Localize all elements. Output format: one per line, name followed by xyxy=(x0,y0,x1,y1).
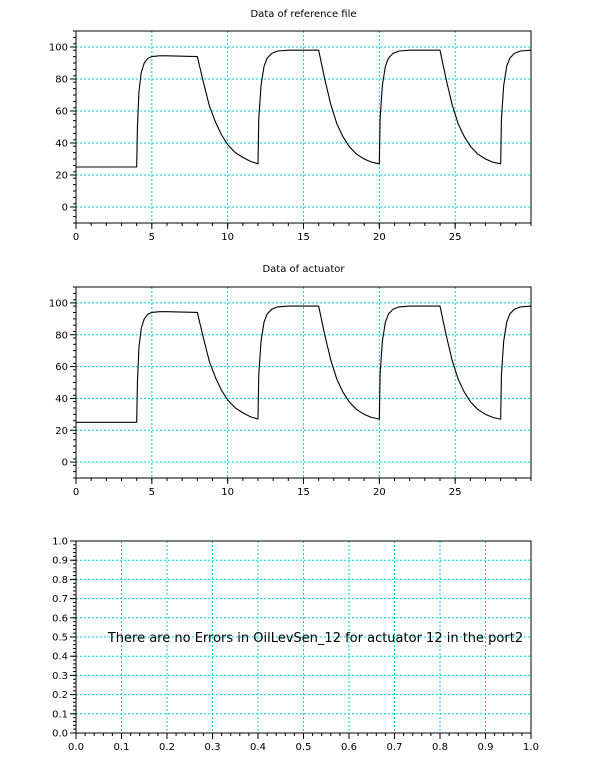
y-tick-label: 40 xyxy=(55,138,68,150)
x-tick-label: 5 xyxy=(148,487,156,498)
y-tick-label: 60 xyxy=(55,106,68,118)
y-tick-label: 100 xyxy=(48,298,68,310)
error-message-chart xyxy=(52,537,539,754)
error-status-message: There are no Errors in OilLevSen_12 for actuator 12 in the port2 xyxy=(107,631,524,646)
y-tick-label: 0.0 xyxy=(52,728,68,740)
y-tick-label: 0.9 xyxy=(52,555,68,567)
x-tick-label: 0.7 xyxy=(386,742,403,753)
y-tick-label: 0.4 xyxy=(52,651,68,663)
x-tick-label: 0.9 xyxy=(477,742,494,753)
x-tick-label: 0.3 xyxy=(204,742,221,753)
y-tick-label: 20 xyxy=(55,425,68,437)
x-tick-label: 5 xyxy=(148,232,156,243)
x-tick-label: 20 xyxy=(372,487,386,498)
actuator-chart xyxy=(49,264,531,498)
y-tick-label: 60 xyxy=(55,362,68,374)
y-tick-label: 0.8 xyxy=(52,574,68,586)
y-tick-label: 0 xyxy=(61,457,68,469)
x-tick-label: 0.2 xyxy=(159,742,175,753)
reference-file-chart xyxy=(49,9,531,243)
y-tick-label: 100 xyxy=(48,42,68,54)
x-tick-label: 0.0 xyxy=(68,742,84,753)
x-tick-label: 0 xyxy=(72,487,80,498)
x-tick-label: 0.4 xyxy=(250,742,266,753)
x-tick-label: 0.8 xyxy=(432,742,448,753)
chart-title: Data of actuator xyxy=(262,264,345,275)
y-tick-label: 0 xyxy=(61,202,68,214)
y-tick-label: 0.1 xyxy=(52,709,68,721)
x-tick-label: 0 xyxy=(72,232,80,243)
y-tick-label: 0.7 xyxy=(52,594,68,606)
y-tick-label: 80 xyxy=(55,74,68,86)
y-tick-label: 0.3 xyxy=(52,670,68,682)
x-tick-label: 15 xyxy=(297,487,310,498)
x-tick-label: 10 xyxy=(221,487,235,498)
y-tick-label: 1.0 xyxy=(52,536,68,548)
y-tick-label: 40 xyxy=(55,393,68,405)
x-tick-label: 0.6 xyxy=(341,742,357,753)
x-tick-label: 1.0 xyxy=(523,742,539,753)
x-tick-label: 15 xyxy=(297,232,310,243)
y-tick-label: 0.2 xyxy=(52,690,68,702)
chart-title: Data of reference file xyxy=(250,9,357,20)
x-tick-label: 20 xyxy=(372,232,386,243)
y-tick-label: 0.6 xyxy=(52,613,68,625)
y-tick-label: 0.5 xyxy=(52,632,68,644)
x-tick-label: 25 xyxy=(448,232,462,243)
x-tick-label: 10 xyxy=(221,232,235,243)
x-tick-label: 0.5 xyxy=(295,742,312,753)
y-tick-label: 20 xyxy=(55,170,68,182)
y-tick-label: 80 xyxy=(55,330,68,342)
x-tick-label: 25 xyxy=(448,487,462,498)
x-tick-label: 0.1 xyxy=(113,742,130,753)
